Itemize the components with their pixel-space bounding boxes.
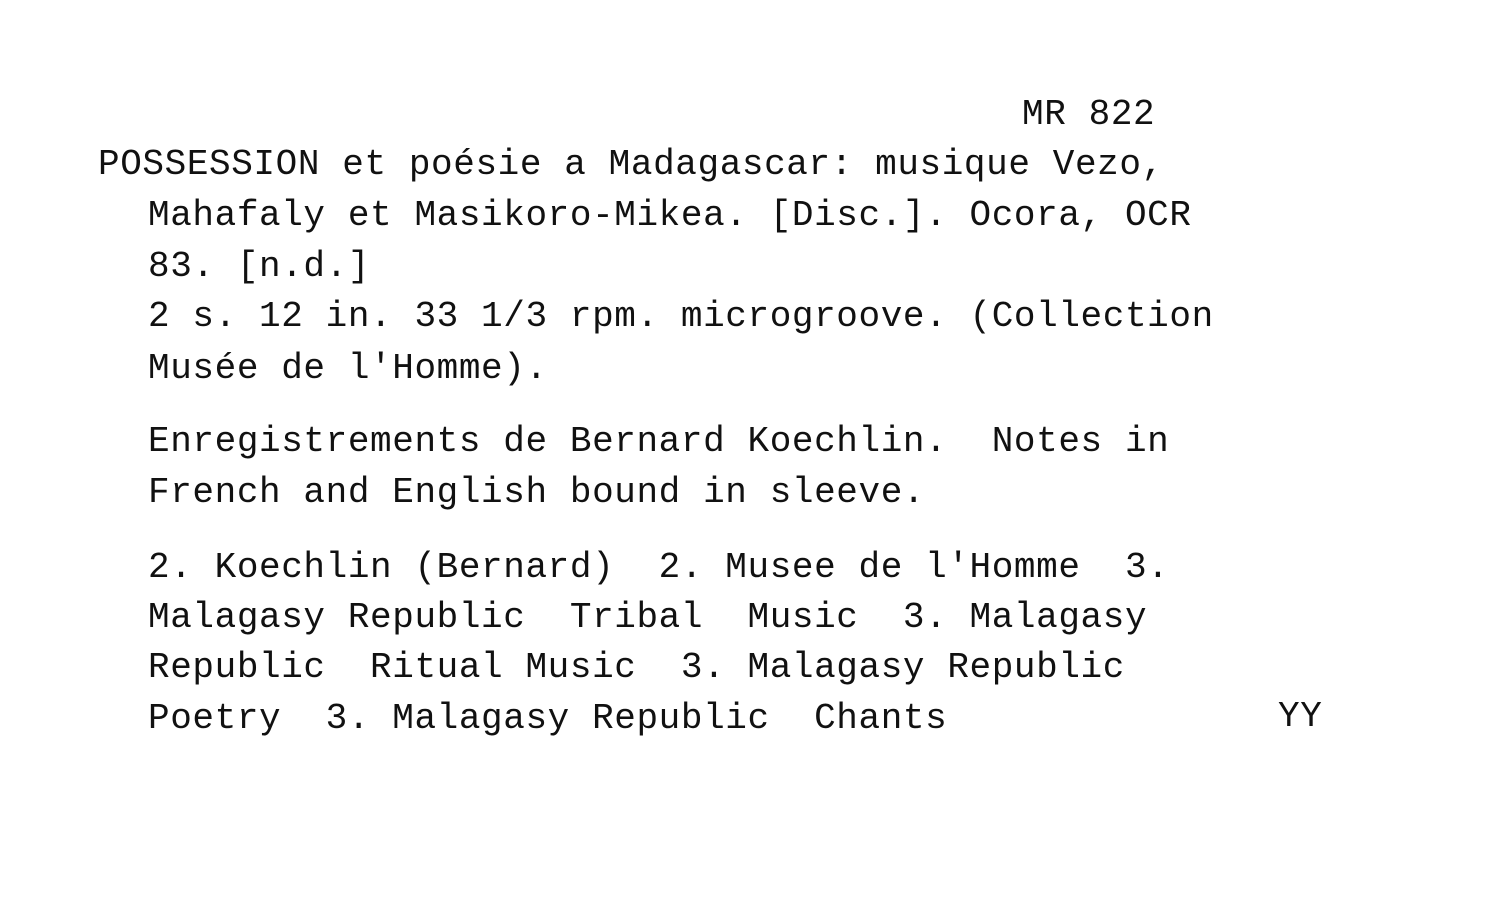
physical-description-line-1: 2 s. 12 in. 33 1/3 rpm. microgroove. (Collection <box>148 296 1214 337</box>
tracing-line-3: Republic Ritual Music 3. Malagasy Republic <box>148 647 1125 688</box>
call-number: MR 822 <box>1022 94 1156 135</box>
tracing-line-1: 2. Koechlin (Bernard) 2. Musee de l'Homme 3. <box>148 547 1170 588</box>
physical-description-line-2: Musée de l'Homme). <box>148 348 548 389</box>
title-line-2: Mahafaly et Masikoro-Mikea. [Disc.]. Ocora, OCR <box>148 195 1192 236</box>
cataloger-initials: YY <box>1278 696 1323 737</box>
note-line-2: French and English bound in sleeve. <box>148 472 926 513</box>
title-line-1: POSSESSION et poésie a Madagascar: musique Vezo, <box>98 144 1164 185</box>
note-line-1: Enregistrements de Bernard Koechlin. Notes in <box>148 421 1170 462</box>
tracing-line-2: Malagasy Republic Tribal Music 3. Malagasy <box>148 597 1148 638</box>
tracing-line-4: Poetry 3. Malagasy Republic Chants <box>148 698 948 739</box>
title-line-3: 83. [n.d.] <box>148 246 371 287</box>
